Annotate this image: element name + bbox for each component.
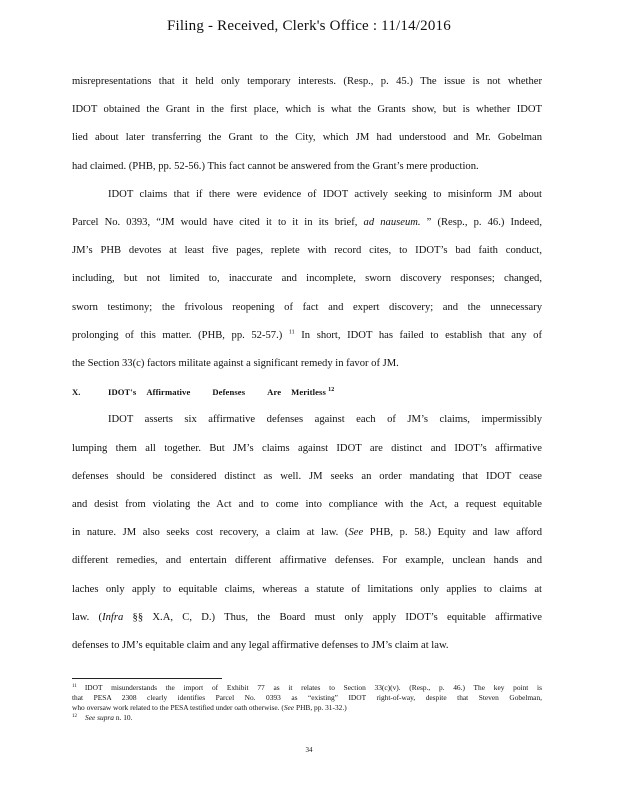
italic-term: See <box>85 713 96 722</box>
body-text <box>72 68 542 660</box>
text-line: defenses to JM’s equitable claim and any legal affirmative defenses to JM’s claim at law. <box>72 640 449 652</box>
text-line: had claimed. (PHB, pp. 52-56.) This fact cannot be answered from the Grant’s mere production. <box>72 160 479 172</box>
text-segment: Parcel No. 0393, “JM would have cited it to it in its brief, <box>72 217 358 229</box>
text-line: defenses should be considered distinct as well. JM seeks an order mandating that IDOT cease <box>72 470 542 482</box>
text-line: IDOT asserts six affirmative defenses against each of JM’s claims, impermissibly <box>108 414 542 426</box>
text-line: lumping them all together. But JM’s claims against IDOT are distinct and IDOT’s affirmative <box>72 442 542 454</box>
footnote-marker: 12 <box>72 713 77 719</box>
text-line: IDOT claims that if there were evidence of IDOT actively seeking to misinform JM about <box>108 188 542 200</box>
footnote-text: IDOT misunderstands the import of Exhibit 77 as it relates to Section 33(c)(v). (Resp., p. 46.) The key point is <box>84 683 542 692</box>
italic-term: See <box>283 703 295 712</box>
text-line <box>72 519 542 547</box>
heading-word: Defenses <box>212 387 246 398</box>
section-number: X. <box>72 387 81 398</box>
heading-word: Affirmative <box>146 387 191 398</box>
text-line <box>72 322 542 350</box>
text-line: laches only apply to equitable claims, whereas a statute of limitations only applies to claims at <box>72 583 542 595</box>
italic-term: ad nauseum. <box>363 217 421 229</box>
section-heading <box>72 378 542 406</box>
footnote-divider <box>72 678 222 679</box>
footnote-marker: 11 <box>72 683 77 689</box>
text-segment: prolonging of this matter. (PHB, pp. 52-57.) <box>72 329 283 341</box>
footnote-ref-11: 11 <box>288 329 295 336</box>
heading-word: Are <box>267 387 282 398</box>
text-segment: ” (Resp., p. 46.) Indeed, <box>426 217 542 229</box>
footnote-line: that PESA 2308 clearly identifies Parcel No. 0393 as “existing” IDOT right-of-way, despite that Steven Gobelman, <box>72 693 542 702</box>
italic-term: See <box>348 527 364 539</box>
text-segment: PHB, p. 58.) Equity and law afford <box>369 527 542 539</box>
footnote-line <box>72 703 542 713</box>
text-segment: law. ( <box>72 611 103 623</box>
text-line: different remedies, and entertain different affirmative defenses. For example, unclean hands and <box>72 555 542 567</box>
footnote-ref-12: 12 <box>328 387 335 394</box>
text-line <box>72 604 542 632</box>
text-segment: In short, IDOT has failed to establish that any of <box>301 329 542 341</box>
text-segment: §§ X.A, C, D.) Thus, the Board must only apply IDOT’s equitable affirmative <box>132 611 542 623</box>
text-segment: PHB, pp. 31-32.) <box>295 703 347 712</box>
text-segment: who oversaw work related to the PESA testified under oath otherwise. ( <box>72 703 284 712</box>
text-line: misrepresentations that it held only temporary interests. (Resp., p. 45.) The issue is not whether <box>72 76 542 87</box>
text-line: JM’s PHB devotes at least five pages, replete with record cites, to IDOT’s bad faith conduct, <box>72 245 542 257</box>
text-line: including, but not limited to, inaccurate and incomplete, sworn discovery responses; changed, <box>72 273 542 285</box>
page-number: 34 <box>305 746 313 754</box>
footnotes <box>72 683 542 723</box>
text-segment: n. 10. <box>115 713 133 722</box>
text-line: IDOT obtained the Grant in the first place, which is what the Grants show, but is whether IDOT <box>72 104 542 116</box>
heading-word: Meritless <box>291 387 326 398</box>
text-line: and desist from violating the Act and to come into compliance with the Act, a request equitable <box>72 499 542 511</box>
heading-word: IDOT's <box>108 387 137 398</box>
filing-stamp: Filing - Received, Clerk's Office : 11/14/2016 <box>167 18 451 34</box>
footnote-12 <box>72 713 542 723</box>
text-line: lied about later transferring the Grant to the City, which JM had understood and Mr. Gobelman <box>72 132 542 144</box>
text-segment: in nature. JM also seeks cost recovery, a claim at law. ( <box>72 527 349 539</box>
italic-term: supra <box>97 713 114 722</box>
footnote-11 <box>72 683 542 693</box>
text-line <box>72 209 542 237</box>
italic-term: Infra <box>102 611 124 623</box>
text-line: sworn testimony; the frivolous reopening of fact and expert discovery; and the unnecessary <box>72 301 542 313</box>
text-line: the Section 33(c) factors militate against a significant remedy in favor of JM. <box>72 358 399 370</box>
